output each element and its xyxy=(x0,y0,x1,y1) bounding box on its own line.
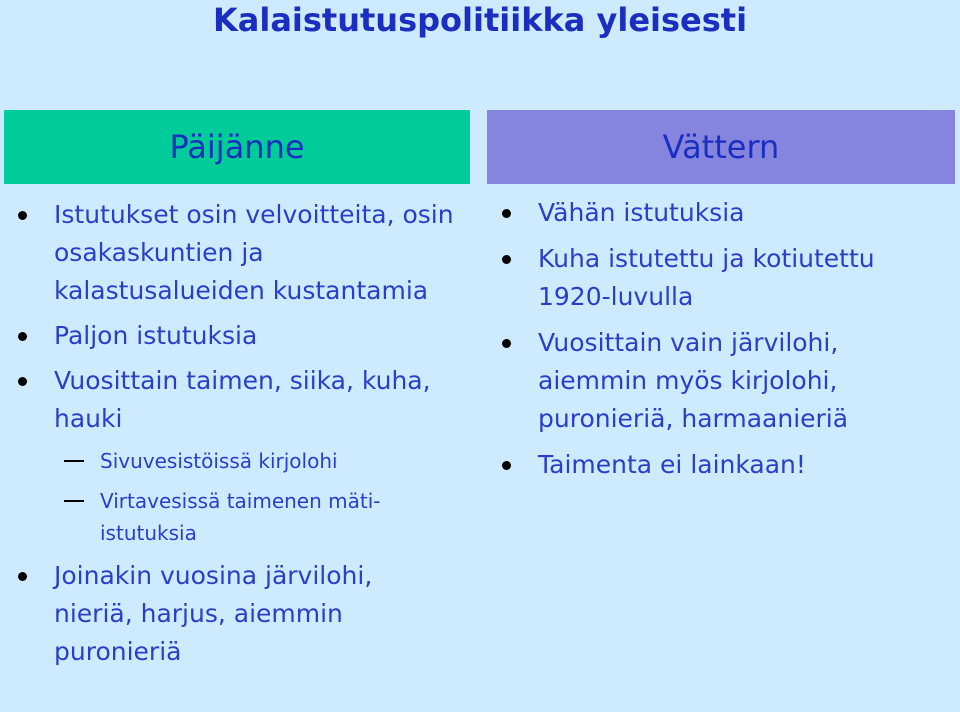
list-item-text: Taimenta ei lainkaan! xyxy=(538,450,806,479)
list-item-text: Istutukset osin velvoitteita, osin osakaskuntien ja kalastusalueiden kustantamia xyxy=(54,200,454,305)
sub-list-item-text: Sivuvesistöissä kirjolohi xyxy=(100,449,338,473)
bullet-icon xyxy=(18,572,27,581)
list-item xyxy=(498,446,948,484)
sub-list-item xyxy=(14,445,454,477)
list-item-text: Vuosittain vain järvilohi, aiemmin myös kirjolohi, puronieriä, harmaanieriä xyxy=(538,328,849,433)
bullet-icon xyxy=(502,461,511,470)
bullet-icon xyxy=(18,211,27,220)
column-header-label: Päijänne xyxy=(169,128,305,166)
list-item xyxy=(498,324,948,438)
list-item xyxy=(14,317,454,355)
bullet-icon xyxy=(18,377,27,386)
paijanne-bullet-list xyxy=(14,196,454,678)
column-header-label: Vättern xyxy=(662,128,780,166)
bullet-icon xyxy=(18,332,27,341)
bullet-icon xyxy=(502,339,511,348)
dash-icon xyxy=(64,460,84,462)
list-item xyxy=(14,362,454,438)
column-header-vattern xyxy=(487,110,955,184)
vattern-bullet-list xyxy=(498,194,948,492)
list-item-text: Vähän istutuksia xyxy=(538,198,745,227)
sub-list-item-text: Virtavesissä taimenen mäti-istutuksia xyxy=(100,489,381,545)
sub-list-item xyxy=(14,485,454,549)
list-item xyxy=(498,240,948,316)
dash-icon xyxy=(64,500,84,502)
list-item xyxy=(14,557,454,671)
bullet-icon xyxy=(502,209,511,218)
list-item xyxy=(14,196,454,310)
list-item-text: Joinakin vuosina järvilohi, nieriä, harjus, aiemmin puronieriä xyxy=(54,561,373,666)
list-item-text: Paljon istutuksia xyxy=(54,321,258,350)
slide-title: Kalaistutuspolitiikka yleisesti xyxy=(212,1,748,39)
bullet-icon xyxy=(502,255,511,264)
column-header-paijanne xyxy=(4,110,470,184)
list-item-text: Vuosittain taimen, siika, kuha, hauki xyxy=(54,366,431,433)
list-item-text: Kuha istutettu ja kotiutettu 1920-luvulla xyxy=(538,244,875,311)
list-item xyxy=(498,194,948,232)
